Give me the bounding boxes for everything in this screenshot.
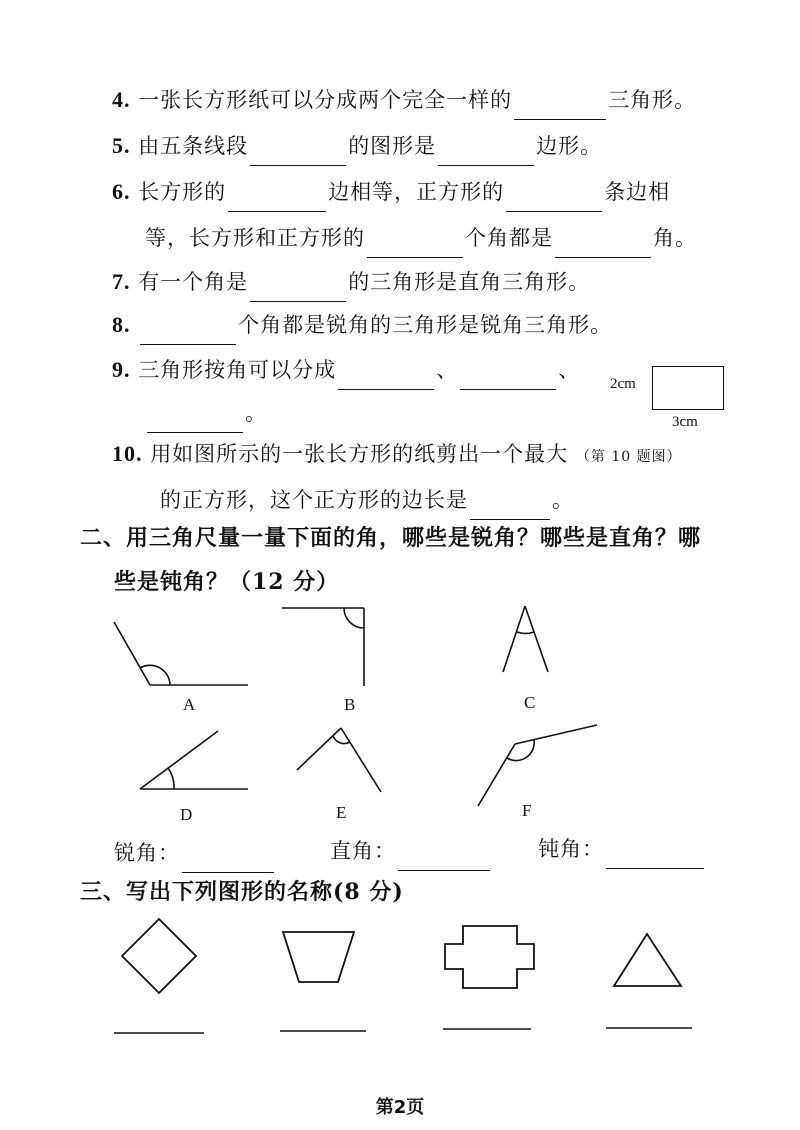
separator: 、 — [436, 358, 459, 382]
question-number: 6. — [112, 179, 131, 204]
question-text: 三角形按角可以分成 — [138, 358, 337, 382]
question-number: 7. — [112, 269, 131, 294]
question-number: 8. — [112, 312, 131, 337]
answer-label: 直角： — [330, 839, 396, 863]
question-text: 个角都是锐角的三角形是锐角三角形。 — [238, 313, 613, 337]
angle-d — [140, 731, 248, 789]
rect-bottom-label: 3cm — [672, 414, 698, 430]
question-number: 10. — [112, 441, 143, 466]
angle-e — [297, 728, 381, 792]
section2-title-line2: 些是钝角？（12 分） — [114, 569, 340, 595]
question-text: 条边相 — [604, 180, 671, 204]
question-number: 5. — [112, 133, 131, 158]
page-number: 第2页 — [375, 1097, 425, 1118]
question-text: 三角形。 — [608, 88, 697, 112]
angle-b — [282, 608, 364, 686]
question-number: 9. — [112, 357, 131, 382]
answer-obtuse — [538, 829, 706, 869]
figure-caption: （第 10 题图） — [575, 449, 682, 465]
question-text: 的图形是 — [348, 134, 437, 158]
question-text: 的三角形是直角三角形。 — [348, 270, 591, 294]
question-text: 的正方形，这个正方形的边长是 — [160, 488, 468, 512]
angle-label-f: F — [522, 801, 532, 820]
question-text: 边相等，正方形的 — [328, 180, 505, 204]
answer-blank[interactable] — [398, 842, 490, 871]
question-text: 个角都是 — [465, 226, 553, 250]
question-text: 边形。 — [536, 134, 603, 158]
section3-title: 三、写出下列图形的名称(8 分) — [80, 879, 404, 905]
question-text: 长方形的 — [138, 180, 227, 204]
section2-title-line1: 二、用三角尺量一量下面的角，哪些是锐角？哪些是直角？哪 — [80, 525, 702, 551]
cross-shape — [445, 926, 534, 988]
question-text: 等，长方形和正方形的 — [145, 226, 365, 250]
answer-blank[interactable] — [606, 840, 704, 869]
angle-f — [478, 725, 597, 806]
rect-side-label: 2cm — [610, 376, 636, 392]
question-number: 4. — [112, 87, 131, 112]
answer-label: 钝角： — [538, 837, 604, 861]
separator: 。 — [245, 401, 267, 425]
angle-label-b: B — [344, 695, 356, 714]
trapezoid-shape — [283, 932, 354, 982]
question-text: 角。 — [653, 226, 697, 250]
answer-blank[interactable] — [182, 844, 274, 873]
answer-label: 锐角： — [114, 841, 180, 865]
angle-label-d: D — [180, 805, 193, 824]
square-shape — [122, 919, 196, 993]
angle-label-e: E — [336, 803, 347, 822]
triangle-shape — [614, 934, 681, 986]
angle-a — [114, 622, 248, 685]
separator: 、 — [558, 358, 581, 382]
answer-right — [330, 831, 492, 871]
answer-acute — [114, 833, 276, 873]
question-text: 由五条线段 — [138, 134, 249, 158]
question-text: 有一个角是 — [138, 270, 249, 294]
angle-c — [503, 606, 548, 672]
question-text: 用如图所示的一张长方形的纸剪出一个最大 — [150, 442, 569, 466]
question-text: 一张长方形纸可以分成两个完全一样的 — [138, 88, 513, 112]
question-text: 。 — [552, 488, 574, 512]
angle-label-a: A — [183, 695, 196, 714]
angle-label-c: C — [524, 693, 536, 712]
